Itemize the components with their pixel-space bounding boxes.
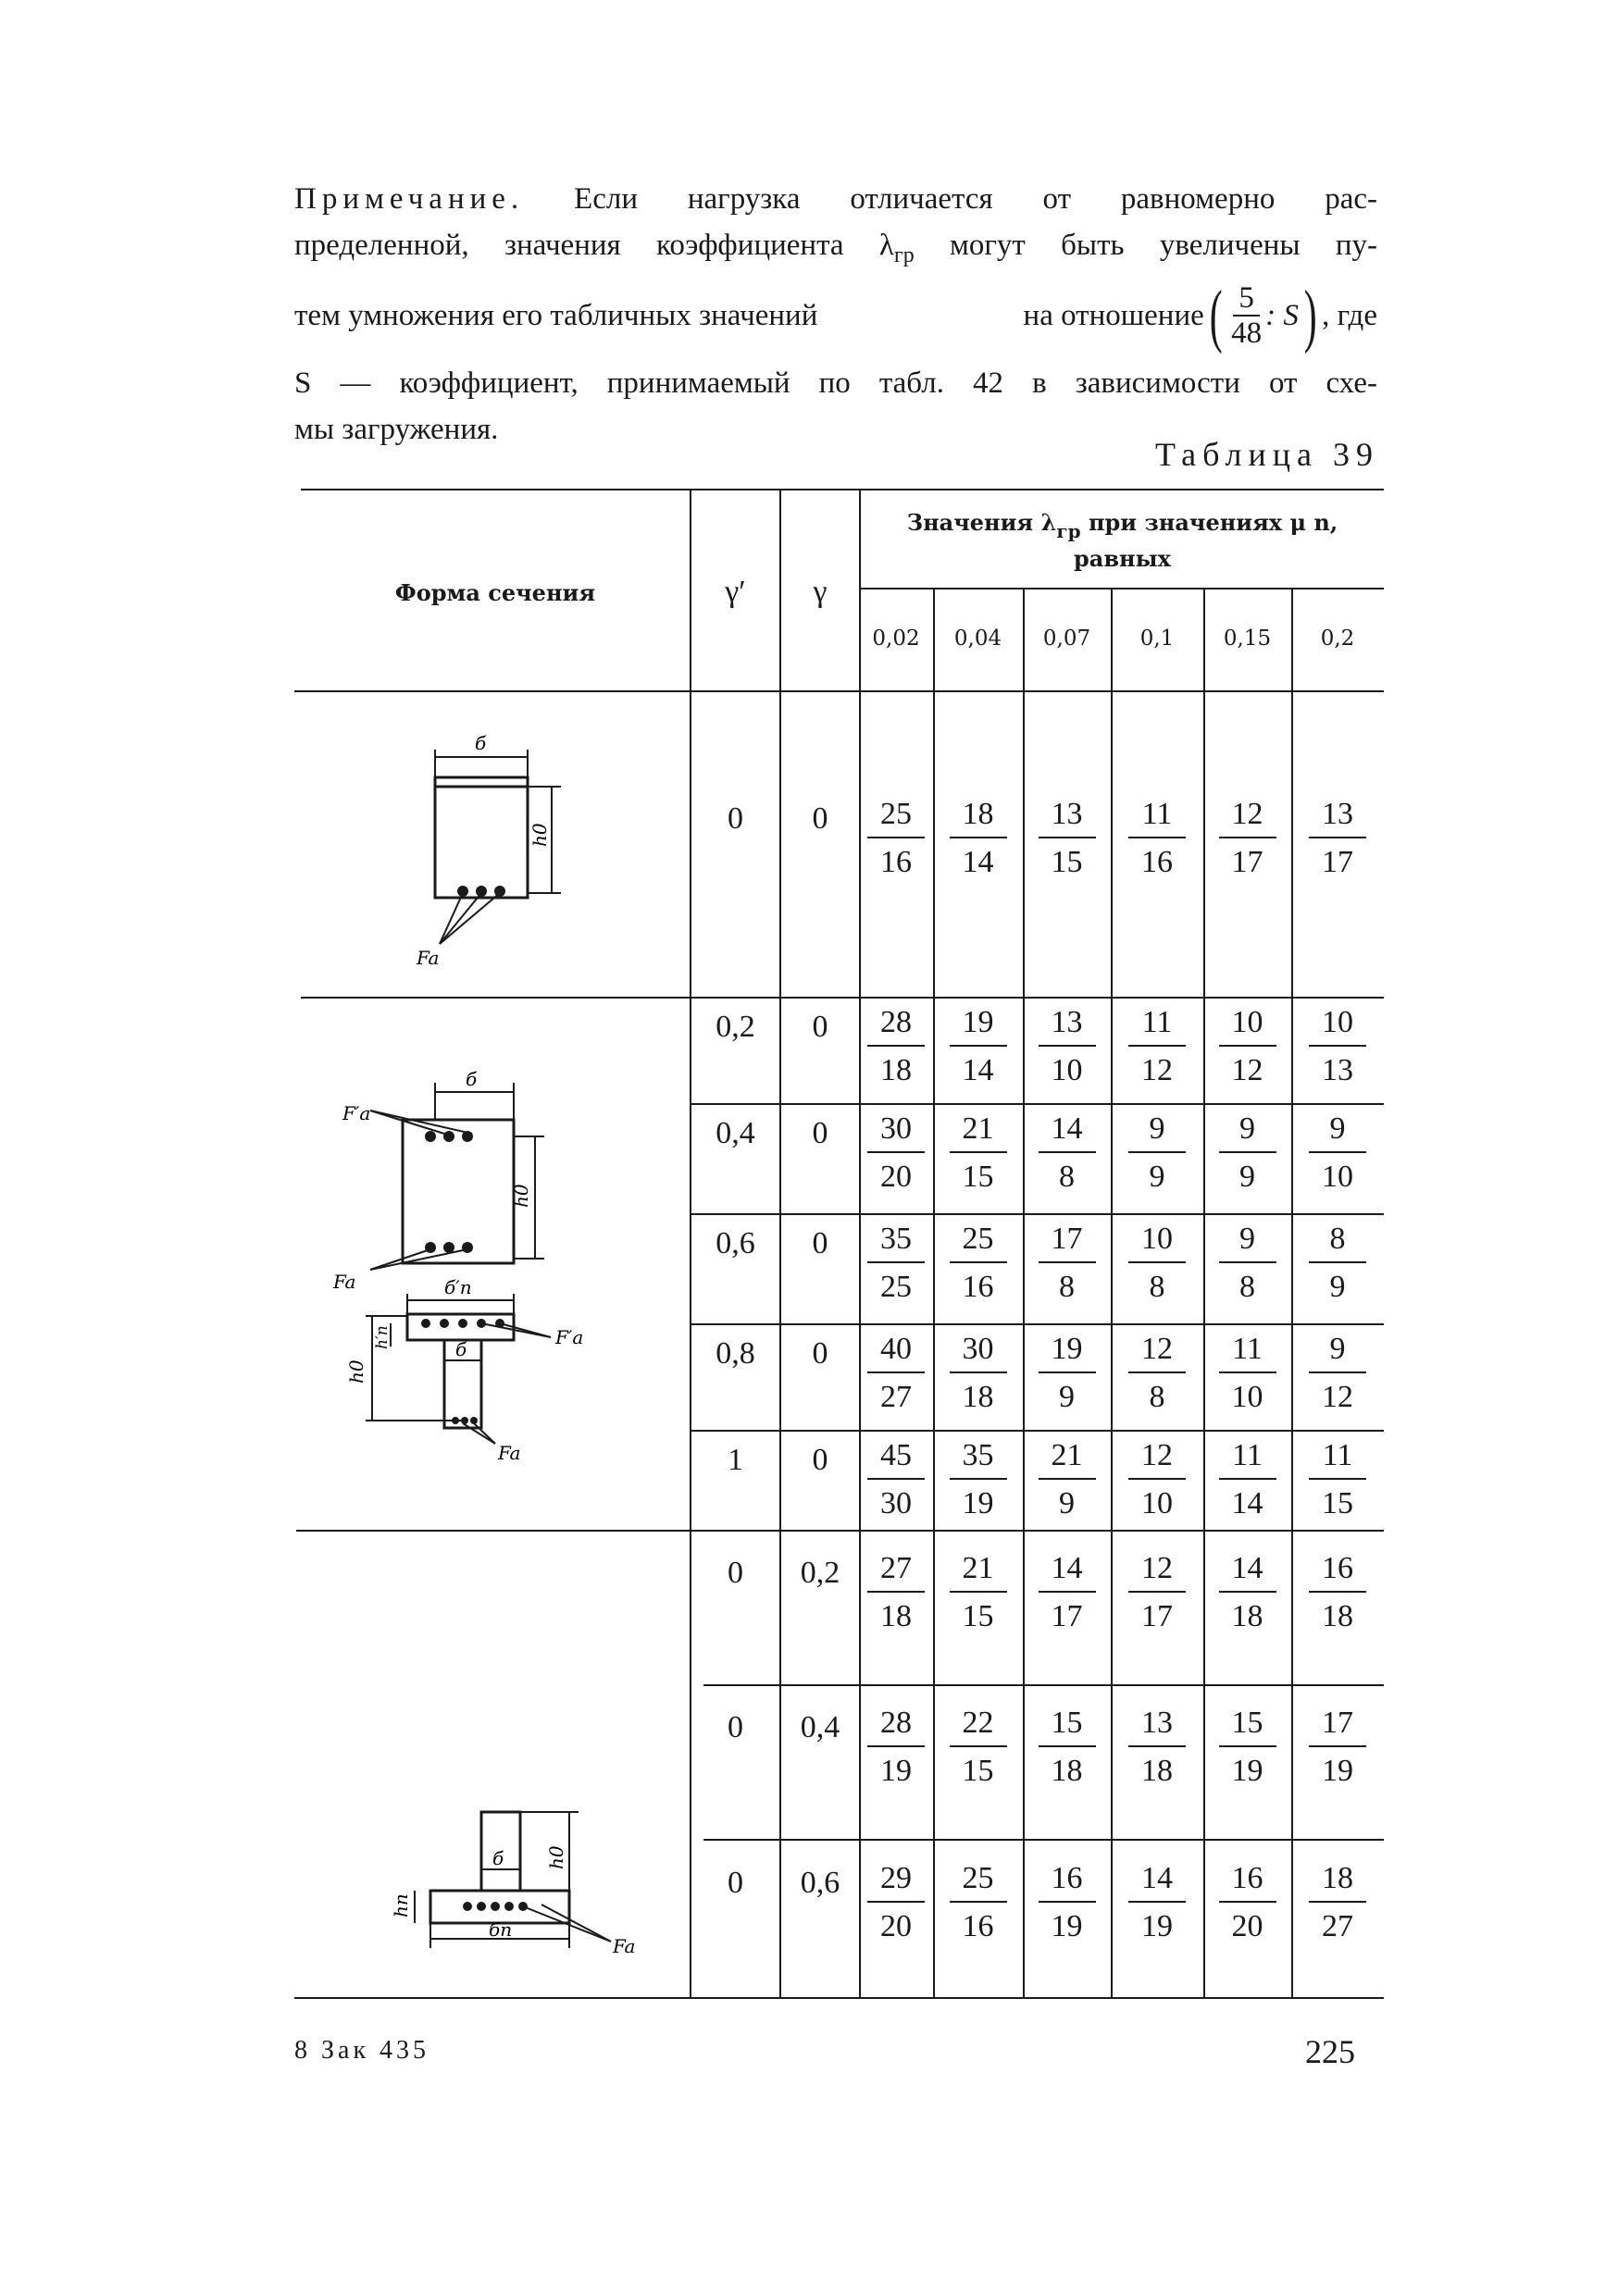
- gamma-prime-value: 0: [728, 801, 743, 836]
- group-rule-1: [301, 997, 1384, 999]
- lambda-fraction: [1033, 1221, 1101, 1306]
- note-line-2: пределенной, значения коэффициента $\lambda_{гр}$ могут быть увеличены пу-: [294, 229, 1378, 267]
- lambda-fraction: [1033, 1550, 1101, 1635]
- header-gamma: γ: [813, 575, 828, 609]
- lambda-numerator: 13: [1309, 796, 1366, 838]
- lambda-denominator: 17: [1322, 845, 1353, 879]
- lambda-denominator: 16: [880, 845, 912, 879]
- svg-text:б: б: [466, 1068, 478, 1090]
- lambda-fraction: [1303, 1111, 1372, 1196]
- lambda-fraction: [1123, 796, 1191, 881]
- lambda-denominator: 18: [1322, 1599, 1353, 1633]
- lambda-fraction: [1214, 1437, 1282, 1522]
- lambda-numerator: 19: [950, 1004, 1007, 1047]
- lambda-fraction: [944, 796, 1013, 881]
- lambda-fraction: [1214, 1111, 1282, 1196]
- lambda-numerator: 9: [1219, 1111, 1276, 1153]
- lambda-fraction: [1303, 1221, 1372, 1306]
- lambda-fraction: [944, 1004, 1013, 1089]
- lambda-fraction: [1303, 1705, 1372, 1790]
- lambda-numerator: 40: [867, 1331, 925, 1373]
- lambda-denominator: 14: [962, 845, 994, 879]
- lambda-fraction: [1033, 1860, 1101, 1945]
- lambda-numerator: 28: [867, 1705, 925, 1747]
- lambda-fraction: [862, 1550, 930, 1635]
- lambda-numerator: 25: [950, 1221, 1007, 1263]
- label-h0: h0: [529, 823, 551, 847]
- lambda-fraction: [1123, 1111, 1191, 1196]
- svg-text:Fa: Fa: [498, 1442, 521, 1464]
- lambda-numerator: 14: [1039, 1111, 1096, 1153]
- lambda-fraction: [1303, 1437, 1372, 1522]
- lambda-denominator: 18: [880, 1599, 912, 1633]
- lambda-numerator: 28: [867, 1004, 925, 1047]
- lambda-fraction: [1123, 1550, 1191, 1635]
- note-label: Примечание.: [294, 182, 525, 216]
- lambda-denominator: 10: [1051, 1053, 1083, 1087]
- lambda-denominator: 16: [962, 1270, 994, 1304]
- note-paragraph: [294, 176, 1377, 453]
- lambda-denominator: 20: [880, 1160, 912, 1194]
- lambda-denominator: 10: [1141, 1486, 1173, 1520]
- lambda-numerator: 9: [1309, 1111, 1366, 1153]
- lambda-numerator: 30: [950, 1331, 1007, 1373]
- lambda-fraction: [862, 796, 930, 881]
- lambda-denominator: 8: [1059, 1160, 1075, 1194]
- lambda-denominator: 15: [1322, 1486, 1353, 1520]
- lambda-fraction: [1303, 1860, 1372, 1945]
- lambda-numerator: 15: [1039, 1705, 1096, 1747]
- lambda-fraction: [944, 1331, 1013, 1416]
- lambda-numerator: 29: [867, 1860, 925, 1903]
- lambda-denominator: 27: [1322, 1909, 1353, 1943]
- gamma-prime-value: 0: [728, 1866, 743, 1900]
- lambda-denominator: 12: [1141, 1053, 1173, 1087]
- lambda-fraction: [1214, 1004, 1282, 1089]
- lambda-numerator: 30: [867, 1111, 925, 1153]
- lambda-fraction: [862, 1437, 930, 1522]
- gamma-value: 0: [812, 1336, 828, 1371]
- svg-text:Fa: Fa: [333, 1271, 356, 1293]
- lambda-numerator: 11: [1128, 1004, 1186, 1047]
- gamma-prime-value: 0,8: [716, 1336, 755, 1371]
- lambda-fraction: [862, 1331, 930, 1416]
- lambda-fraction: [944, 1705, 1013, 1790]
- lambda-fraction: [1033, 1705, 1101, 1790]
- lambda-denominator: 27: [880, 1380, 912, 1414]
- lambda-denominator: 14: [1231, 1486, 1263, 1520]
- lambda-denominator: 20: [880, 1909, 912, 1943]
- figure-inverted-t-section: [380, 1777, 657, 1985]
- lambda-denominator: 9: [1059, 1380, 1075, 1414]
- mu-header-cell: 0,07: [1042, 627, 1091, 651]
- figure-doubly-reinforced: [315, 1055, 620, 1476]
- gamma-prime-value: 0: [728, 1710, 743, 1744]
- lambda-denominator: 13: [1322, 1053, 1353, 1087]
- gamma-prime-value: 0,2: [716, 1010, 755, 1044]
- gamma-value: 0: [812, 1226, 828, 1260]
- group-rule-2: [296, 1530, 1384, 1532]
- lambda-denominator: 8: [1149, 1380, 1165, 1414]
- table-bottom-rule: [294, 1997, 1384, 1999]
- lambda-denominator: 17: [1231, 845, 1263, 879]
- header-split-rule: [859, 588, 1384, 590]
- lambda-denominator: 19: [1051, 1909, 1083, 1943]
- lambda-fraction: [1123, 1705, 1191, 1790]
- svg-text:h0: h0: [545, 1845, 567, 1869]
- lambda-fraction: [1123, 1437, 1191, 1522]
- svg-text:б′n: б′n: [444, 1276, 472, 1298]
- lambda-numerator: 19: [1039, 1331, 1096, 1373]
- lambda-fraction: [862, 1860, 930, 1945]
- lambda-numerator: 11: [1309, 1437, 1366, 1480]
- lambda-fraction: [1123, 1860, 1191, 1945]
- lambda-denominator: 8: [1059, 1270, 1075, 1304]
- header-bottom-rule: [294, 690, 1384, 692]
- lambda-numerator: 13: [1039, 1004, 1096, 1047]
- lambda-numerator: 14: [1039, 1550, 1096, 1593]
- lambda-numerator: 35: [950, 1437, 1007, 1480]
- lambda-denominator: 15: [962, 1160, 994, 1194]
- lambda-denominator: 15: [962, 1599, 994, 1633]
- lambda-denominator: 18: [880, 1053, 912, 1087]
- lambda-fraction: [1033, 1437, 1101, 1522]
- note-line-1: Примечание. Если нагрузка отличается от равномерно рас-: [294, 182, 1378, 216]
- lambda-fraction: [1214, 1550, 1282, 1635]
- lambda-numerator: 16: [1309, 1550, 1366, 1593]
- lambda-numerator: 12: [1128, 1550, 1186, 1593]
- ratio-formula: ( $\frac{5}{48}$ : S ): [1209, 277, 1317, 354]
- fraction: $\frac{5}{48}$: [1231, 281, 1263, 350]
- lambda-fraction: [1123, 1221, 1191, 1306]
- row-rule: [690, 1323, 1384, 1325]
- lambda-numerator: 12: [1128, 1437, 1186, 1480]
- lambda-denominator: 9: [1149, 1160, 1165, 1194]
- lambda-numerator: 8: [1309, 1221, 1366, 1263]
- lambda-denominator: 9: [1239, 1160, 1255, 1194]
- lambda-denominator: 14: [962, 1053, 994, 1087]
- lambda-fraction: [862, 1111, 930, 1196]
- lambda-denominator: 8: [1239, 1270, 1255, 1304]
- col-rule-v2: [933, 588, 935, 1997]
- lambda-numerator: 21: [1039, 1437, 1096, 1480]
- label-b: б: [475, 732, 487, 754]
- lambda-fraction: [1303, 796, 1372, 881]
- lambda-numerator: 35: [867, 1221, 925, 1263]
- note-line-4: S — коэффициент, принимаемый по табл. 42 в зависимости от схе-: [294, 366, 1377, 400]
- lambda-numerator: 10: [1309, 1004, 1366, 1047]
- lambda-fraction: [1214, 796, 1282, 881]
- gamma-value: 0: [812, 801, 828, 836]
- note-line-3: тем умножения его табличных значений на отношение ( $\frac{5}{48}$ : S ) , где: [294, 277, 1377, 354]
- lambda-fraction: [1214, 1705, 1282, 1790]
- lambda-denominator: 9: [1329, 1270, 1346, 1304]
- lambda-fraction: [1033, 1004, 1101, 1089]
- col-rule-v1: [859, 489, 861, 1997]
- svg-text:F′a: F′a: [555, 1326, 584, 1348]
- row-rule: [690, 1103, 1384, 1105]
- lambda-numerator: 15: [1219, 1705, 1276, 1747]
- lambda-fraction: [1303, 1004, 1372, 1089]
- lambda-fraction: [1033, 796, 1101, 881]
- row-rule: [703, 1684, 1384, 1686]
- lambda-numerator: 14: [1219, 1550, 1276, 1593]
- lambda-denominator: 17: [1141, 1599, 1173, 1633]
- lambda-denominator: 15: [1051, 845, 1083, 879]
- mu-header-cell: 0,02: [872, 627, 920, 651]
- gamma-prime-value: 0,4: [716, 1116, 755, 1150]
- lambda-numerator: 21: [950, 1550, 1007, 1593]
- lambda-fraction: [944, 1111, 1013, 1196]
- lambda-fraction: [944, 1550, 1013, 1635]
- row-rule: [703, 1839, 1384, 1841]
- svg-text:бn: бn: [489, 1918, 513, 1941]
- lambda-fraction: [1123, 1331, 1191, 1416]
- footer-order-number: 8 Зак 435: [294, 2036, 430, 2065]
- lambda-denominator: 18: [1051, 1754, 1083, 1788]
- col-rule-v5: [1203, 588, 1205, 1997]
- lambda-numerator: 9: [1219, 1221, 1276, 1263]
- lambda-denominator: 12: [1231, 1053, 1263, 1087]
- header-values-title: Значения $\lambda_{гр}$ при значениях μ n, равных: [906, 508, 1338, 572]
- lambda-denominator: 9: [1059, 1486, 1075, 1520]
- mu-header-cell: 0,15: [1223, 627, 1272, 651]
- svg-text:h0: h0: [345, 1359, 367, 1384]
- lambda-numerator: 17: [1039, 1221, 1096, 1263]
- lambda-numerator: 25: [867, 796, 925, 838]
- header-gamma-prime: γ′: [725, 575, 746, 609]
- lambda-numerator: 21: [950, 1111, 1007, 1153]
- table-top-rule: [301, 489, 1384, 490]
- mu-header-cell: 0,04: [953, 627, 1002, 651]
- note-line-5: мы загружения.: [294, 413, 499, 446]
- lambda-denominator: 18: [1231, 1599, 1263, 1633]
- lambda-fraction: [944, 1221, 1013, 1306]
- lambda-denominator: 17: [1051, 1599, 1083, 1633]
- gamma-value: 0: [812, 1116, 828, 1150]
- lambda-numerator: 10: [1219, 1004, 1276, 1047]
- lambda-denominator: 19: [1231, 1754, 1263, 1788]
- col-rule-v6: [1291, 588, 1293, 1997]
- lambda-denominator: 18: [962, 1380, 994, 1414]
- lambda-numerator: 27: [867, 1550, 925, 1593]
- lambda-numerator: 45: [867, 1437, 925, 1480]
- lambda-denominator: 25: [880, 1270, 912, 1304]
- svg-text:h′n: h′n: [373, 1325, 392, 1349]
- lambda-fraction: [1214, 1221, 1282, 1306]
- label-fa: Fa: [417, 947, 440, 969]
- mu-header-cell: 0,1: [1139, 627, 1175, 651]
- lambda-numerator: 12: [1128, 1331, 1186, 1373]
- lambda-fraction: [862, 1004, 930, 1089]
- svg-text:hn: hn: [390, 1893, 412, 1917]
- row-rule: [690, 1213, 1384, 1215]
- lambda-numerator: 13: [1128, 1705, 1186, 1747]
- lambda-numerator: 18: [950, 796, 1007, 838]
- svg-text:h0: h0: [510, 1184, 532, 1208]
- col-rule-v3: [1023, 588, 1025, 1997]
- lambda-fraction: [1033, 1111, 1101, 1196]
- lambda-denominator: 30: [880, 1486, 912, 1520]
- svg-text:б: б: [455, 1338, 467, 1360]
- gamma-prime-value: 0,6: [716, 1226, 755, 1260]
- gamma-value: 0: [812, 1443, 828, 1477]
- lambda-denominator: 18: [1141, 1754, 1173, 1788]
- mu-header-cell: 0,2: [1320, 627, 1355, 651]
- lambda-fraction: [944, 1437, 1013, 1522]
- lambda-numerator: 11: [1219, 1437, 1276, 1480]
- lambda-fraction: [862, 1221, 930, 1306]
- lambda-denominator: 20: [1231, 1909, 1263, 1943]
- svg-text:б: б: [492, 1847, 504, 1869]
- label-fa-prime: F′a: [342, 1102, 371, 1124]
- lambda-fraction: [1214, 1331, 1282, 1416]
- lambda-numerator: 25: [950, 1860, 1007, 1903]
- lambda-numerator: 11: [1219, 1331, 1276, 1373]
- lambda-numerator: 9: [1309, 1331, 1366, 1373]
- lambda-fraction: [1033, 1331, 1101, 1416]
- lambda-numerator: 13: [1039, 796, 1096, 838]
- gamma-value: 0,6: [800, 1866, 840, 1900]
- lambda-fraction: [944, 1860, 1013, 1945]
- svg-text:Fa: Fa: [613, 1935, 636, 1957]
- gamma-value: 0,4: [800, 1710, 840, 1744]
- lambda-numerator: 22: [950, 1705, 1007, 1747]
- lambda-denominator: 10: [1231, 1380, 1263, 1414]
- gamma-value: 0,2: [800, 1556, 840, 1590]
- lambda-denominator: 10: [1322, 1160, 1353, 1194]
- header-shape: Форма сечения: [394, 578, 596, 606]
- gamma-prime-value: 0: [728, 1556, 743, 1590]
- lambda-denominator: 16: [962, 1909, 994, 1943]
- lambda-denominator: 19: [1141, 1909, 1173, 1943]
- lambda-fraction: [862, 1705, 930, 1790]
- table-caption: Таблица 39: [1155, 436, 1379, 473]
- gamma-value: 0: [812, 1010, 828, 1044]
- lambda-denominator: 19: [880, 1754, 912, 1788]
- lambda-denominator: 15: [962, 1754, 994, 1788]
- row-rule: [690, 1430, 1384, 1432]
- lambda-numerator: 12: [1219, 796, 1276, 838]
- gamma-prime-value: 1: [728, 1443, 743, 1477]
- lambda-fraction: [1123, 1004, 1191, 1089]
- lambda-fraction: [1303, 1550, 1372, 1635]
- lambda-fraction: [1214, 1860, 1282, 1945]
- lambda-denominator: 19: [1322, 1754, 1353, 1788]
- lambda-numerator: 9: [1128, 1111, 1186, 1153]
- figure-rect-section: [398, 722, 611, 976]
- lambda-numerator: 16: [1219, 1860, 1276, 1903]
- lambda-numerator: 16: [1039, 1860, 1096, 1903]
- col-rule-v4: [1111, 588, 1113, 1997]
- lambda-denominator: 12: [1322, 1380, 1353, 1414]
- lambda-numerator: 14: [1128, 1860, 1186, 1903]
- lambda-denominator: 8: [1149, 1270, 1165, 1304]
- lambda-fraction: [1303, 1331, 1372, 1416]
- page-number: 225: [1305, 2033, 1355, 2070]
- lambda-numerator: 10: [1128, 1221, 1186, 1263]
- lambda-numerator: 17: [1309, 1705, 1366, 1747]
- lambda-denominator: 16: [1141, 845, 1173, 879]
- lambda-denominator: 19: [962, 1486, 994, 1520]
- lambda-numerator: 18: [1309, 1860, 1366, 1903]
- lambda-numerator: 11: [1128, 796, 1186, 838]
